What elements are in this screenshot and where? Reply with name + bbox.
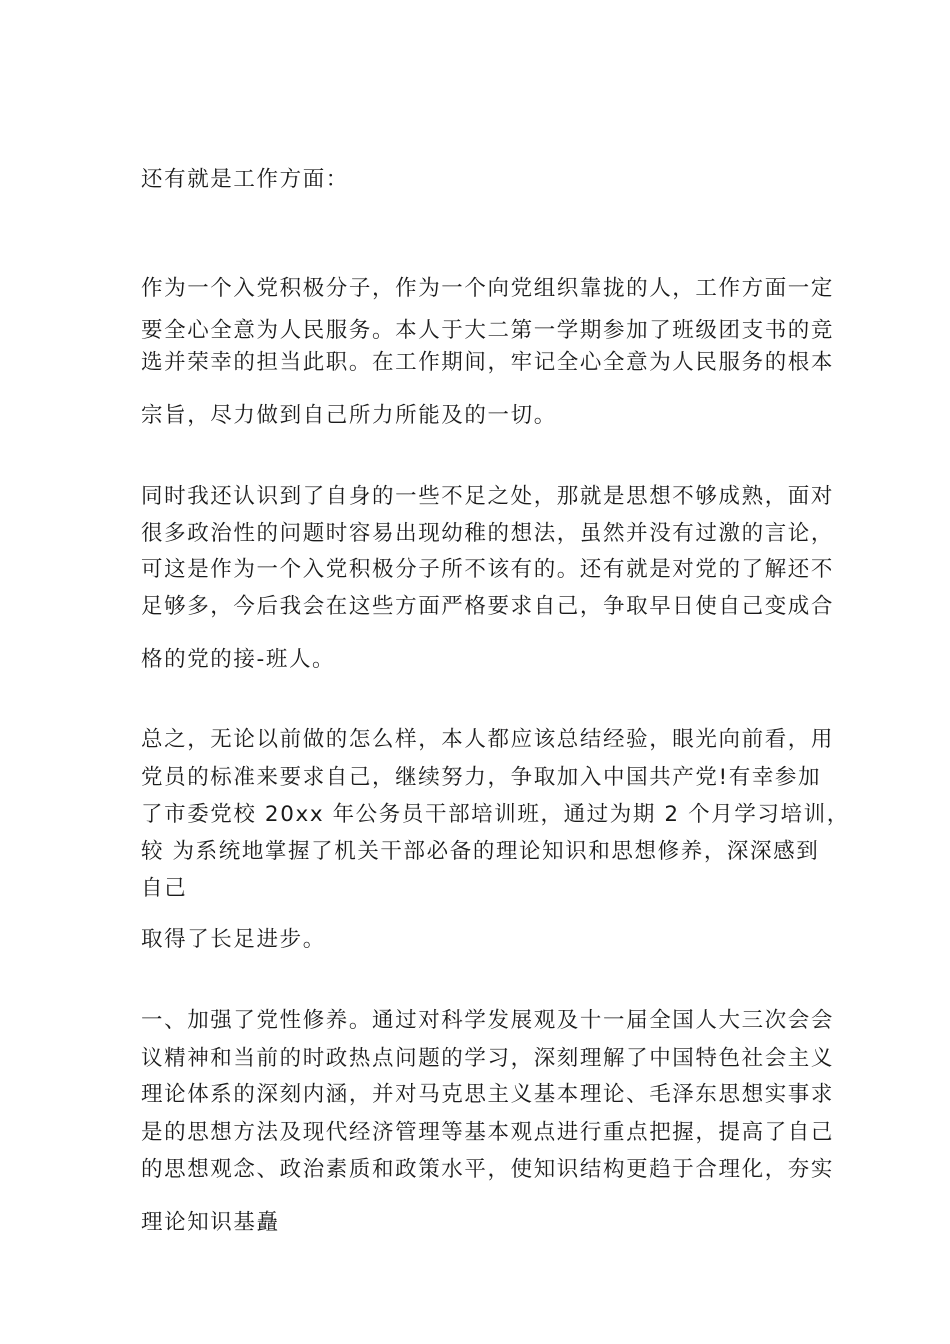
text-line: 选并荣幸的担当此职。在工作期间，牢记全心全意为人民服务的根本 — [141, 350, 835, 375]
text-line: 还有就是工作方面： — [141, 167, 349, 192]
text-line: 取得了长足进步。 — [141, 927, 326, 952]
text-line: 作为一个入党积极分子，作为一个向党组织靠拢的人，工作方面一定 — [141, 276, 835, 301]
text-line: 较 为系统地掌握了机关干部必备的理论知识和思想修养，深深感到 — [141, 839, 820, 864]
text-line: 议精神和当前的时政热点问题的学习，深刻理解了中国特色社会主义 — [141, 1046, 835, 1071]
text-line: 宗旨，尽力做到自己所力所能及的一切。 — [141, 403, 557, 428]
text-line: 可这是作为一个入党积极分子所不该有的。还有就是对党的了解还不 — [141, 557, 835, 582]
text-line: 党员的标准来要求自己，继续努力，争取加入中国共产党!有幸参加 — [141, 765, 822, 790]
text-line: 的思想观念、政治素质和政策水平，使知识结构更趋于合理化，夯实 — [141, 1157, 835, 1182]
text-line: 一、加强了党性修养。通过对科学发展观及十一届全国人大三次会会 — [141, 1008, 835, 1033]
text-line: 是的思想方法及现代经济管理等基本观点进行重点把握，提高了自己 — [141, 1120, 835, 1145]
text-line: 同时我还认识到了自身的一些不足之处，那就是思想不够成熟，面对 — [141, 484, 835, 509]
text-line: 要全心全意为人民服务。本人于大二第一学期参加了班级团支书的竞 — [141, 318, 835, 343]
text-line: 理论体系的深刻内涵，并对马克思主义基本理论、毛泽东思想实事求 — [141, 1082, 835, 1107]
text-line: 总之，无论以前做的怎么样，本人都应该总结经验，眼光向前看，用 — [141, 727, 835, 752]
text-line: 理论知识基矗 — [141, 1210, 280, 1235]
text-line: 足够多，今后我会在这些方面严格要求自己，争取早日使自己变成合 — [141, 594, 835, 619]
text-line: 自己 — [141, 876, 188, 901]
text-line: 格的党的接-班人。 — [141, 647, 336, 672]
text-line: 了市委党校 20xx 年公务员干部培训班，通过为期 2 个月学习培训， — [141, 802, 850, 827]
text-line: 很多政治性的问题时容易出现幼稚的想法，虽然并没有过激的言论， — [141, 521, 835, 546]
